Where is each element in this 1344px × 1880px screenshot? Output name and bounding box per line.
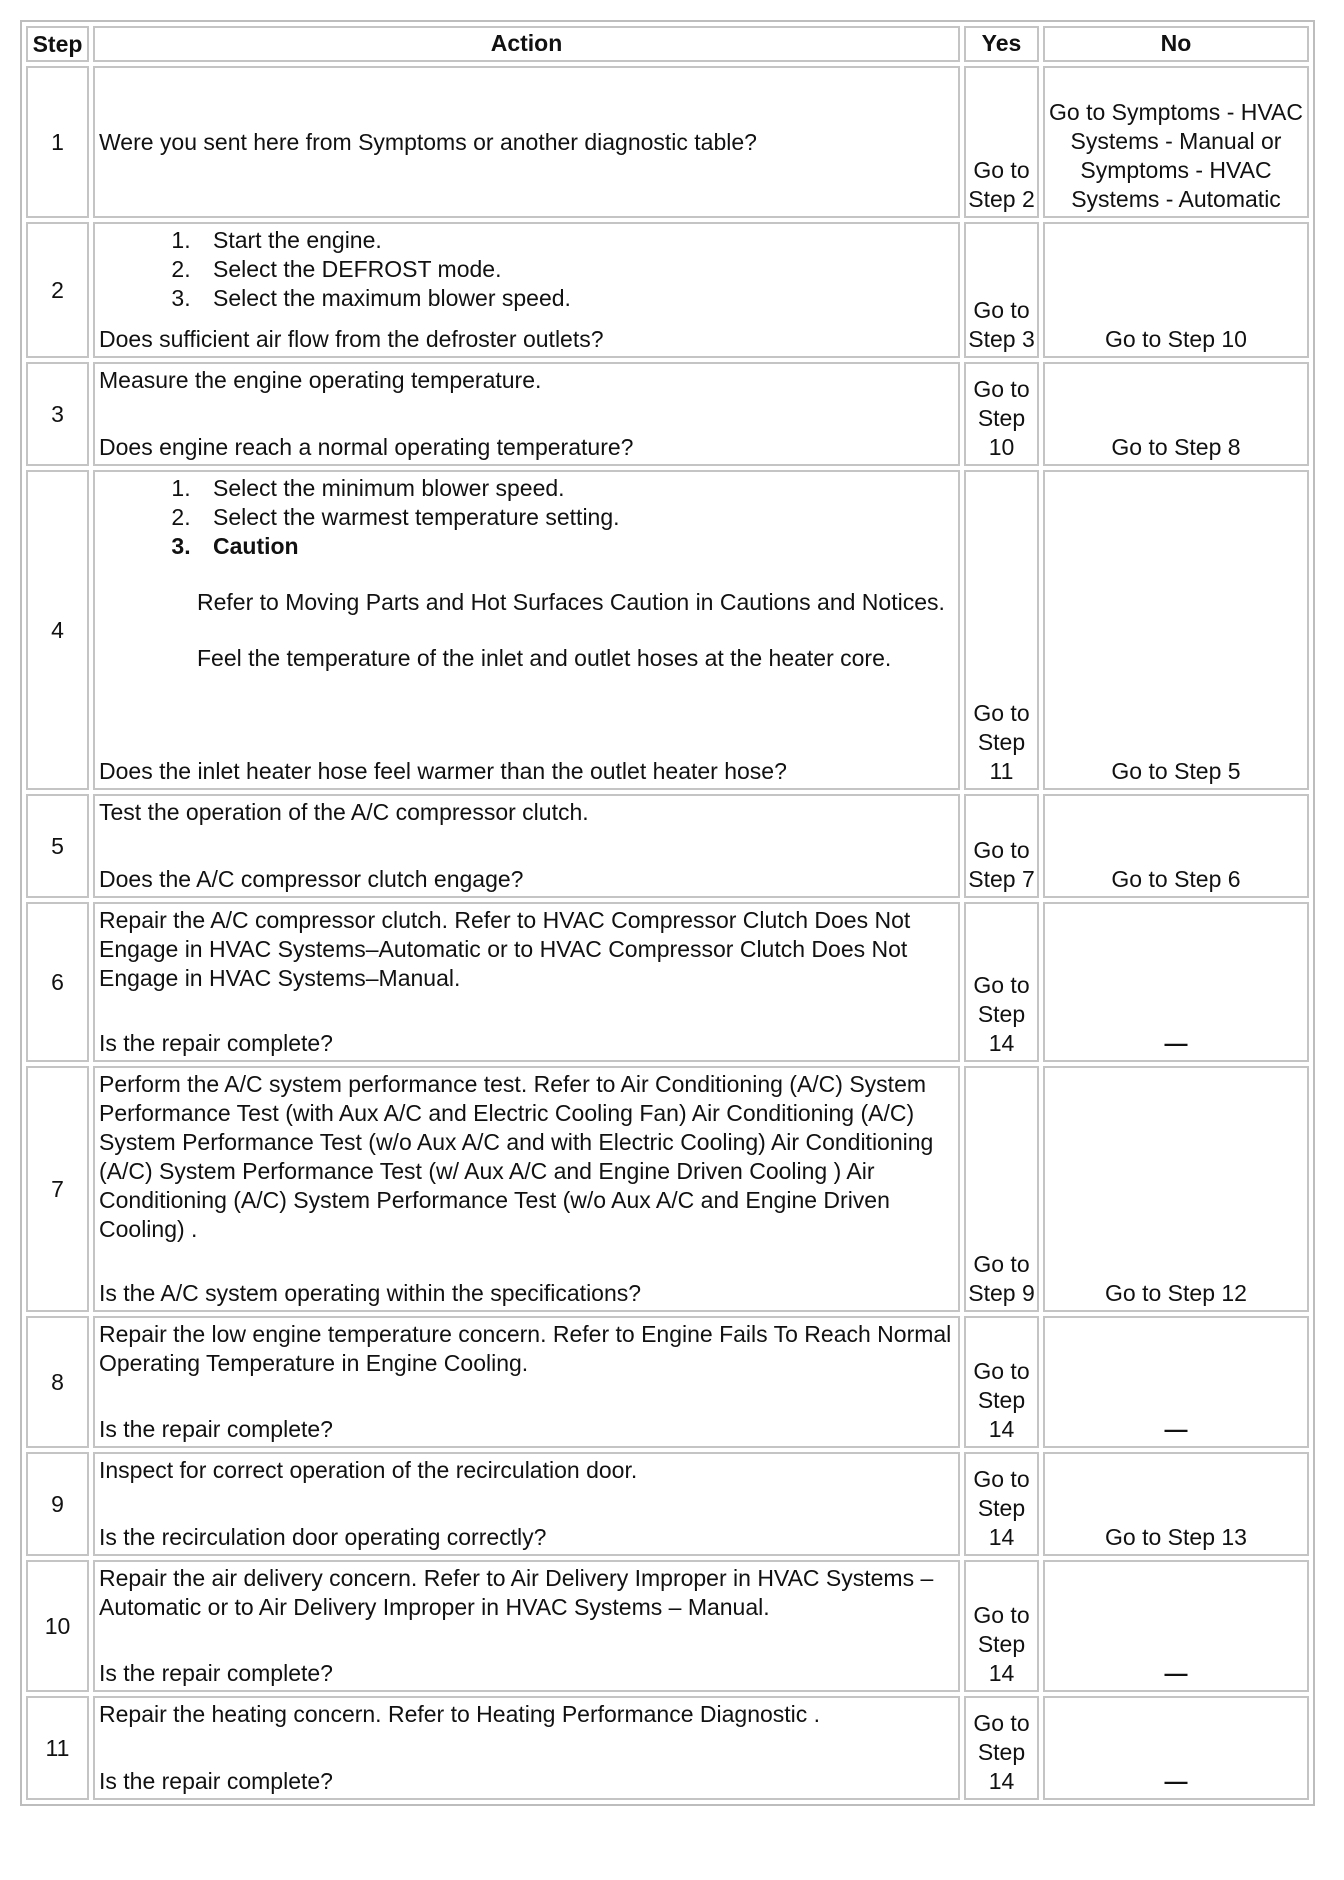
step-number: 8 — [26, 1316, 89, 1448]
yes-cell: Go to Step 14 — [964, 1452, 1039, 1556]
question-text: Does the inlet heater hose feel warmer than the outlet heater hose? — [99, 758, 787, 784]
yes-cell: Go to Step 7 — [964, 794, 1039, 898]
no-cell: Go to Symptoms - HVAC Systems - Manual or Symptoms - HVAC Systems - Automatic — [1043, 66, 1309, 218]
step-number: 4 — [26, 470, 89, 790]
header-row — [26, 26, 1309, 62]
action-cell — [93, 794, 960, 898]
action-step: 1. Select the minimum blower speed. — [197, 474, 954, 503]
no-cell: Go to Step 12 — [1043, 1066, 1309, 1312]
no-cell: — — [1043, 1316, 1309, 1448]
action-cell — [93, 470, 960, 790]
table-row — [26, 66, 1309, 218]
table-row — [26, 794, 1309, 898]
no-cell: — — [1043, 902, 1309, 1062]
question-text: Is the A/C system operating within the specifications? — [99, 1280, 642, 1306]
yes-cell: Go to Step 3 — [964, 222, 1039, 358]
action-text: Repair the low engine temperature concern. Refer to Engine Fails To Reach Normal Operating Temperature in Engine Cooling. — [99, 1321, 952, 1376]
step-number: 2 — [26, 222, 89, 358]
table-row — [26, 1316, 1309, 1448]
header-no: No — [1043, 26, 1309, 62]
action-text: Repair the heating concern. Refer to Heating Performance Diagnostic . — [99, 1701, 821, 1727]
table-row — [26, 362, 1309, 466]
action-cell — [93, 1696, 960, 1800]
action-cell — [93, 1066, 960, 1312]
diagnostic-table — [20, 20, 1315, 1806]
table-row — [26, 222, 1309, 358]
caution-text: Refer to Moving Parts and Hot Surfaces Caution in Cautions and Notices. — [197, 589, 945, 615]
action-cell — [93, 66, 960, 218]
question-text: Does sufficient air flow from the defroster outlets? — [99, 326, 604, 352]
question-text: Is the repair complete? — [99, 1768, 333, 1794]
action-text: Measure the engine operating temperature. — [99, 367, 542, 393]
no-cell: Go to Step 8 — [1043, 362, 1309, 466]
step-number: 1 — [26, 66, 89, 218]
action-text: Repair the air delivery concern. Refer to Air Delivery Improper in HVAC Systems – Automatic or to Air Delivery Improper in HVAC Systems – Manual. — [99, 1565, 934, 1620]
action-text: Test the operation of the A/C compressor clutch. — [99, 799, 589, 825]
header-yes: Yes — [964, 26, 1039, 62]
question-text: Is the repair complete? — [99, 1030, 333, 1056]
step-number: 10 — [26, 1560, 89, 1692]
action-cell — [93, 1452, 960, 1556]
step-number: 5 — [26, 794, 89, 898]
no-cell: Go to Step 6 — [1043, 794, 1309, 898]
diagnostic-table-container — [20, 20, 1315, 1806]
question-text: Is the repair complete? — [99, 1416, 333, 1442]
question-text: Is the recirculation door operating correctly? — [99, 1524, 547, 1550]
table-row — [26, 470, 1309, 790]
step-number: 11 — [26, 1696, 89, 1800]
table-row — [26, 902, 1309, 1062]
yes-cell: Go to Step 2 — [964, 66, 1039, 218]
step-number: 9 — [26, 1452, 89, 1556]
yes-cell: Go to Step 14 — [964, 1696, 1039, 1800]
no-cell: — — [1043, 1696, 1309, 1800]
question-text: Does the A/C compressor clutch engage? — [99, 866, 524, 892]
step-number: 7 — [26, 1066, 89, 1312]
no-cell: Go to Step 5 — [1043, 470, 1309, 790]
question-text: Does engine reach a normal operating temperature? — [99, 434, 634, 460]
action-step: 2. Select the DEFROST mode. — [197, 255, 954, 284]
action-step-caution: 3. Caution — [197, 532, 954, 561]
action-step: 3. Select the maximum blower speed. — [197, 284, 954, 313]
header-action: Action — [93, 26, 960, 62]
action-cell — [93, 1560, 960, 1692]
step-number: 6 — [26, 902, 89, 1062]
no-cell: Go to Step 13 — [1043, 1452, 1309, 1556]
table-row — [26, 1560, 1309, 1692]
table-row — [26, 1066, 1309, 1312]
yes-cell: Go to Step 10 — [964, 362, 1039, 466]
yes-cell: Go to Step 14 — [964, 902, 1039, 1062]
yes-cell: Go to Step 14 — [964, 1560, 1039, 1692]
question-text: Is the repair complete? — [99, 1660, 333, 1686]
action-step: 2. Select the warmest temperature setting. — [197, 503, 954, 532]
action-text: Repair the A/C compressor clutch. Refer to HVAC Compressor Clutch Does Not Engage in HVAC Systems–Automatic or to HVAC Compressor Clutch Does Not Engage in HVAC Systems–Manual. — [99, 907, 911, 991]
action-cell — [93, 362, 960, 466]
table-row — [26, 1696, 1309, 1800]
step-number: 3 — [26, 362, 89, 466]
action-text: Perform the A/C system performance test. Refer to Air Conditioning (A/C) System Performance Test (with Aux A/C and Electric Cooling Fan) Air Conditioning (A/C) System Performance Test (w/o Aux A/C and with Electric Cooling) Air Conditioning (A/C) System Performance Test (w/ Aux A/C and Engine Driven Cooling ) Air Conditioning (A/C) System Performance Test (w/o Aux A/C and Engine Driven Cooling) . — [99, 1071, 934, 1242]
instruction-text: Feel the temperature of the inlet and outlet hoses at the heater core. — [197, 645, 892, 671]
yes-cell: Go to Step 11 — [964, 470, 1039, 790]
action-cell — [93, 222, 960, 358]
yes-cell: Go to Step 14 — [964, 1316, 1039, 1448]
action-step: 1. Start the engine. — [197, 226, 954, 255]
action-cell — [93, 902, 960, 1062]
no-cell: Go to Step 10 — [1043, 222, 1309, 358]
action-steps-list — [99, 226, 954, 313]
yes-cell: Go to Step 9 — [964, 1066, 1039, 1312]
action-text: Inspect for correct operation of the recirculation door. — [99, 1457, 638, 1483]
table-row — [26, 1452, 1309, 1556]
header-step: Step — [26, 26, 89, 62]
action-cell — [93, 1316, 960, 1448]
action-text: Were you sent here from Symptoms or another diagnostic table? — [99, 128, 757, 155]
no-cell: — — [1043, 1560, 1309, 1692]
action-steps-list — [99, 474, 954, 561]
